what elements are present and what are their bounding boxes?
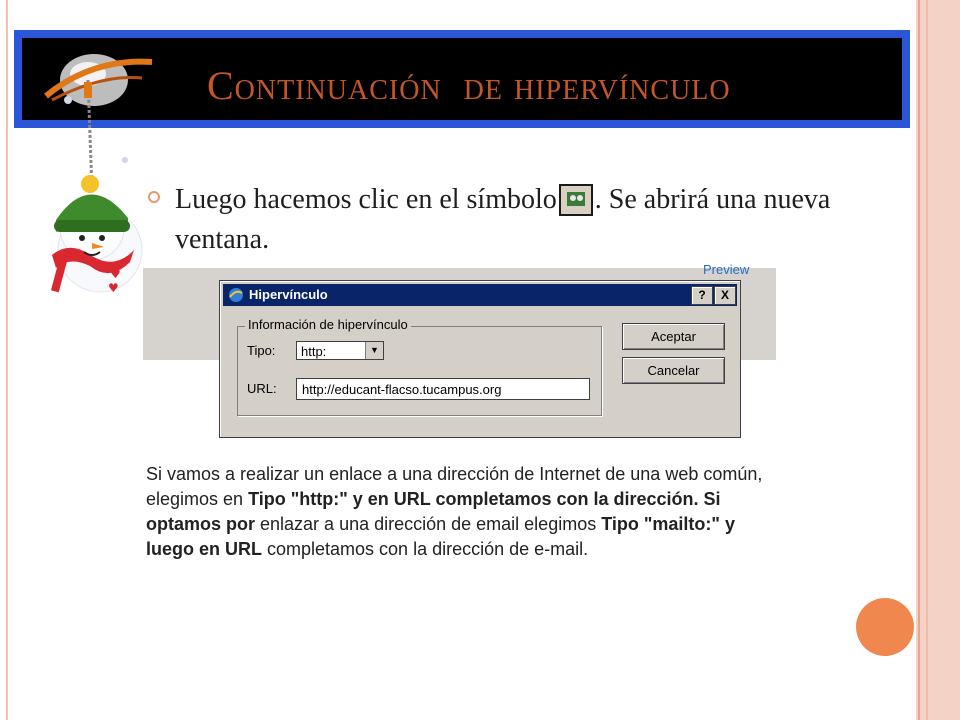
explanation-note	[146, 462, 786, 562]
snowman-ornament-icon	[30, 60, 160, 320]
url-label: URL:	[247, 381, 277, 396]
note-segment: Tipo "http:" y en URL completamos con la dirección. Si optamos por	[146, 489, 721, 534]
bullet-text-after: . Se abrirá una nueva ventana.	[175, 184, 831, 255]
bullet-text-before: Luego hacemos clic en el símbolo	[175, 184, 557, 215]
help-button[interactable]: ?	[691, 286, 713, 305]
svg-text:♥: ♥	[108, 281, 119, 295]
slide-title: Continuación de hipervínculo	[207, 63, 731, 108]
bullet-text	[175, 180, 855, 260]
note-segment: completamos con la dirección de e-mail.	[262, 539, 589, 559]
note-segment: Tipo "mailto:" y luego en URL	[146, 514, 735, 559]
url-value: http://educant-flacso.tucampus.org	[302, 382, 502, 397]
svg-text:♥: ♥	[110, 267, 121, 281]
group-label: Información de hipervínculo	[245, 317, 411, 332]
tipo-value: http:	[301, 344, 327, 359]
close-button[interactable]: X	[714, 286, 736, 305]
tipo-select[interactable]	[296, 341, 384, 360]
hyperlink-dialog	[219, 280, 741, 438]
dialog-titlebar	[223, 284, 737, 306]
note-segment: Si vamos a realizar un enlace a una dirección de Internet de una web común, elegimos en	[146, 464, 763, 509]
preview-tab[interactable]: Preview	[703, 262, 750, 277]
bullet-marker	[148, 191, 160, 203]
dialog-title: Hipervínculo	[249, 287, 328, 302]
accept-button[interactable]: Aceptar	[622, 323, 725, 350]
hyperlink-info-group	[237, 326, 602, 416]
note-segment: enlazar a una dirección de email elegimos	[255, 514, 602, 534]
cancel-button[interactable]: Cancelar	[622, 357, 725, 384]
right-decor-band	[916, 0, 960, 720]
tipo-label: Tipo:	[247, 343, 276, 358]
left-decor-line	[6, 0, 8, 720]
url-input[interactable]	[296, 378, 590, 400]
decor-circle	[856, 598, 914, 656]
ie-globe-icon	[228, 287, 244, 303]
hyperlink-symbol-icon	[559, 184, 593, 216]
chevron-down-icon[interactable]: ▼	[365, 342, 383, 359]
